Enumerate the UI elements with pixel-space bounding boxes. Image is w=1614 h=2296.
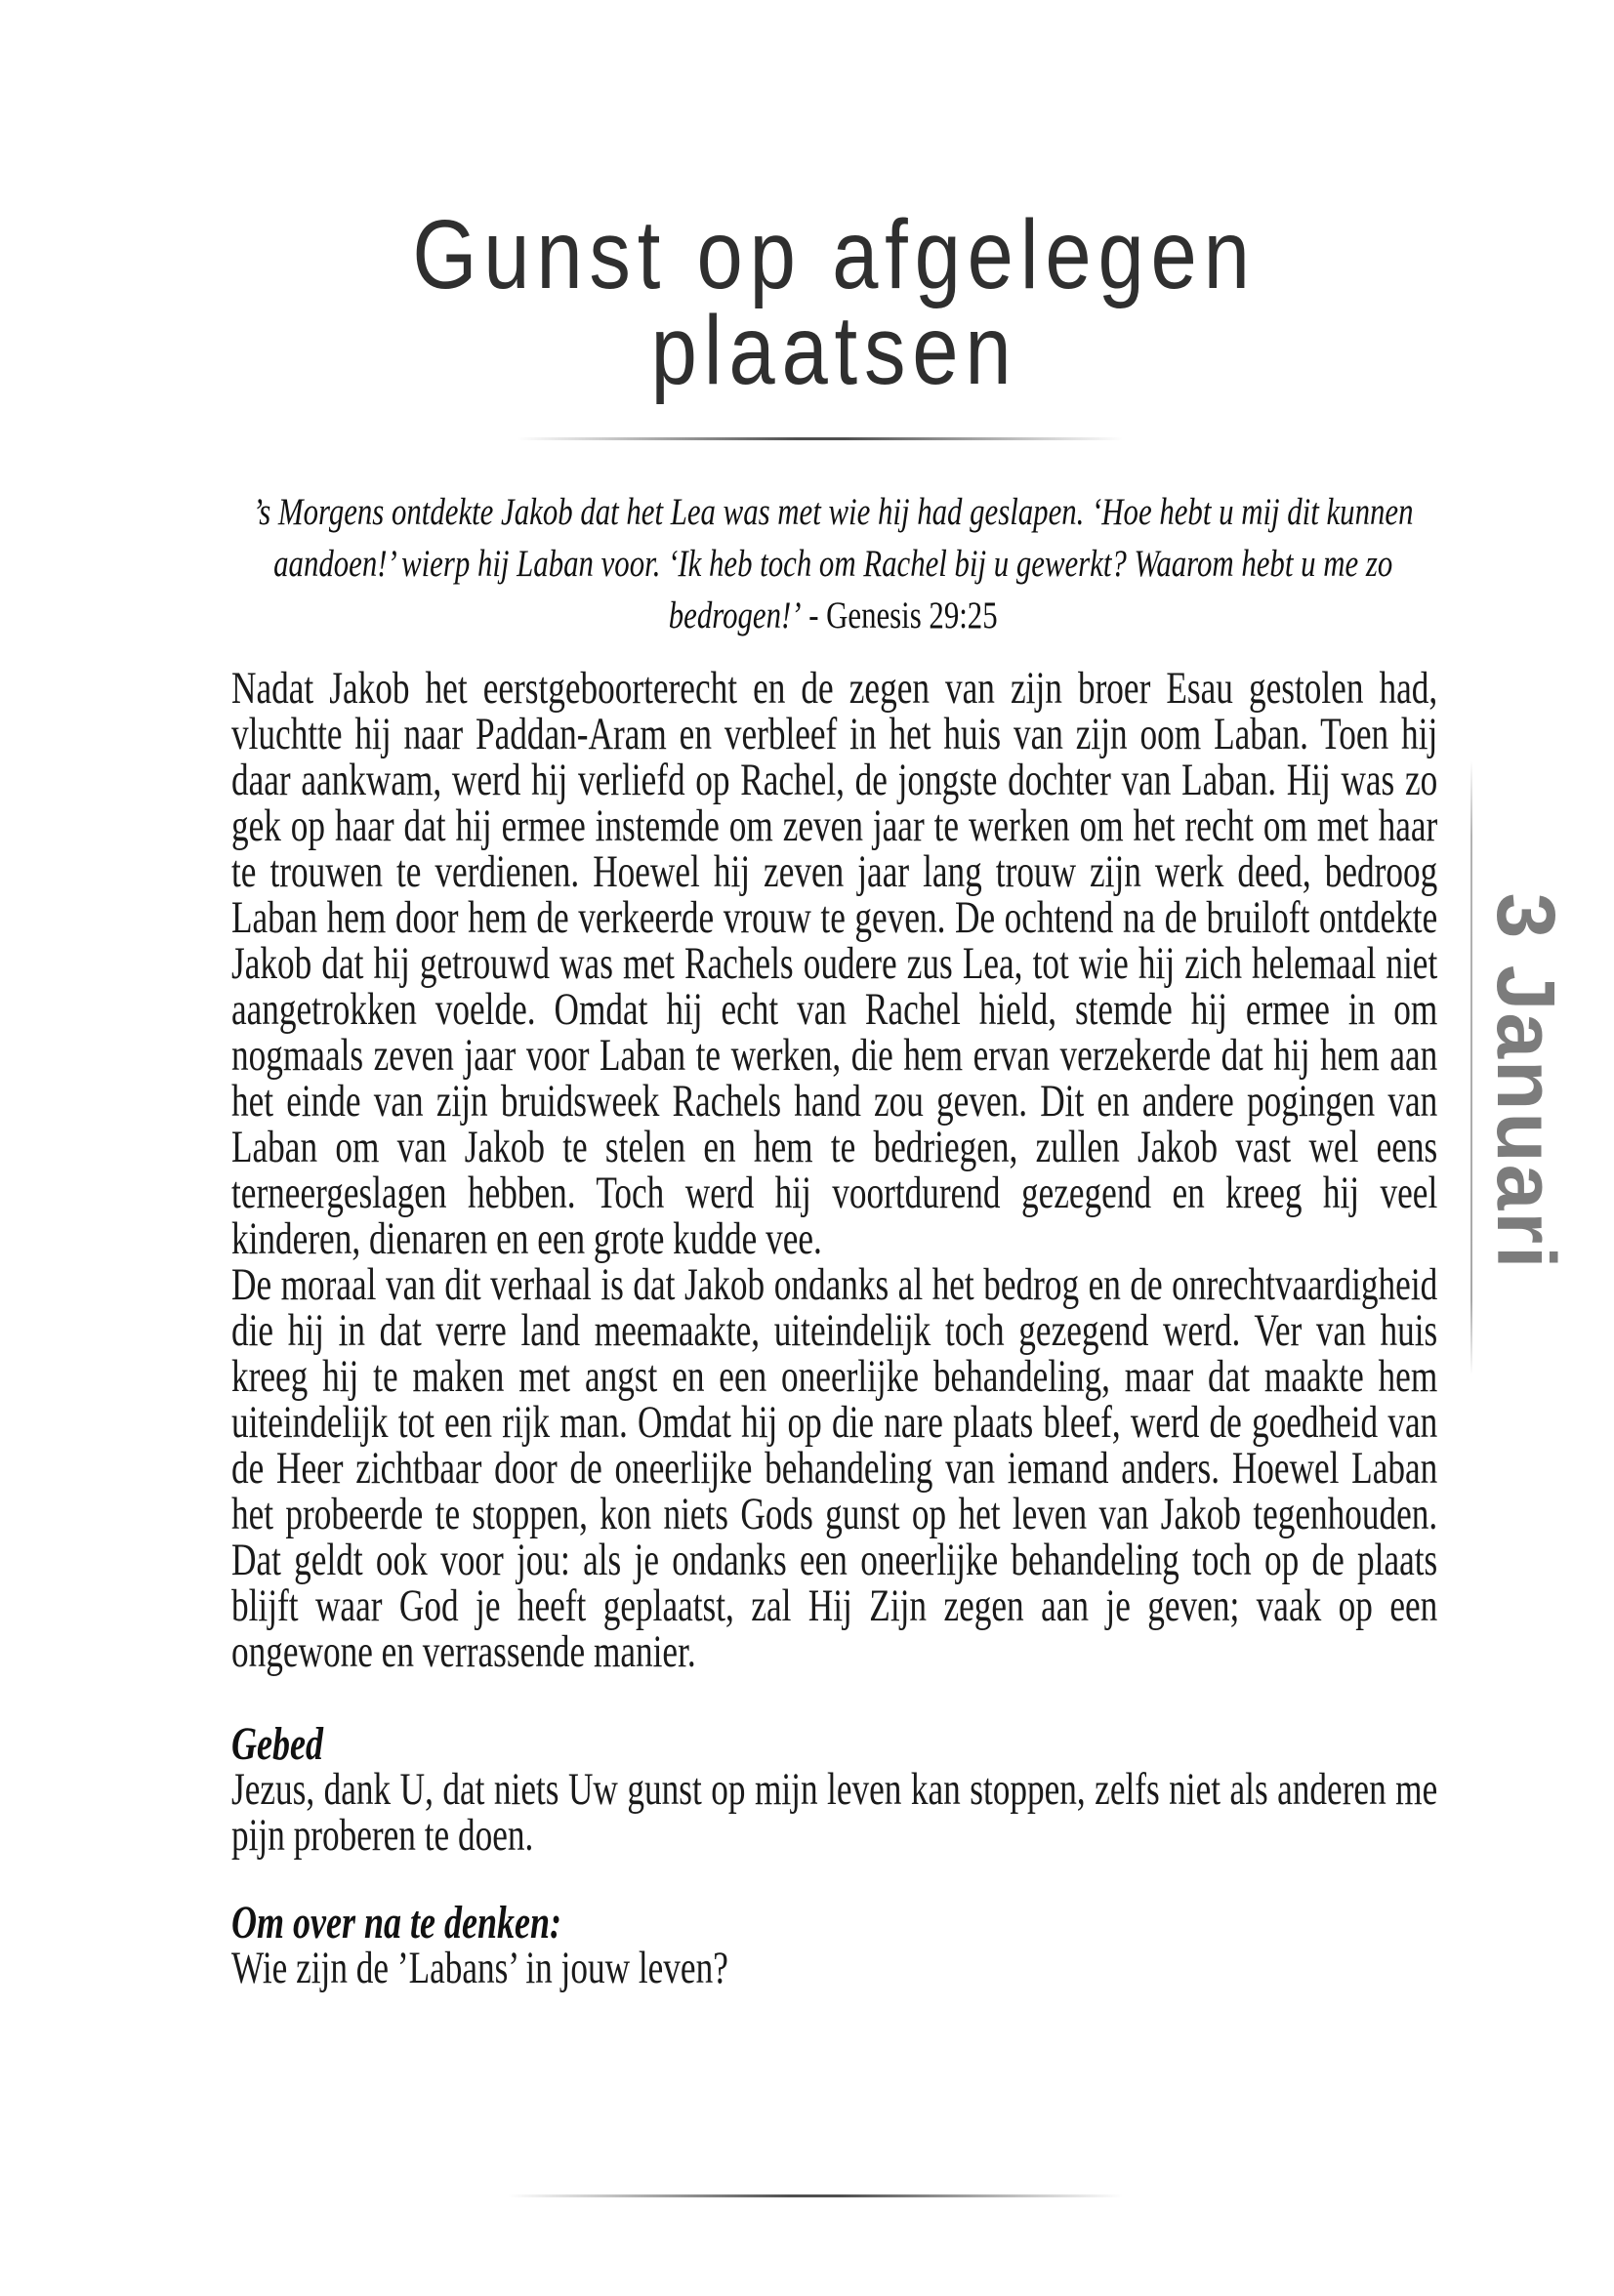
- date-sidebar-rule: [1470, 761, 1472, 1374]
- top-divider: [517, 437, 1123, 440]
- body-paragraph-2: De moraal van dit verhaal is dat Jakob ondanks al het bedrog en de onrechtvaardigheid die hij in dat verre land meemaakte, uiteindelijk toch gezegend werd. Ver van huis kreeg hij te maken met angst en een oneerlijke behandeling, maar dat maakte hem uiteindelijk tot een rijk man. Omdat hij op die nare plaats bleef, werd de goedheid van de Heer zichtbaar door de oneerlijke behandeling van iemand anders. Hoewel Laban het probeerde te stoppen, kon niets Gods gunst op het leven van Jakob tegenhouden. Dat geldt ook voor jou: als je ondanks een oneerlijke behandeling toch op de plaats blijft waar God je heeft geplaatst, zal Hij Zijn zegen aan je geven; vaak op een ongewone en verrassende manier.: [231, 1259, 1438, 1677]
- page-title-line-1: Gunst op afgelegen: [412, 200, 1257, 309]
- bottom-divider: [508, 2194, 1123, 2197]
- date-label: 3 Januari: [1480, 892, 1572, 1271]
- body-paragraph-1: Nadat Jakob het eerstgeboorterecht en de zegen van zijn broer Esau gestolen had, vluchtte hij naar Paddan-Aram en verbleef in het huis van zijn oom Laban. Toen hij daar aankwam, werd hij verliefd op Rachel, de jongste dochter van Laban. Hij was zo gek op haar dat hij ermee instemde om zeven jaar te werken om het recht om met haar te trouwen te verdienen. Hoewel hij zeven jaar lang trouw zijn werk deed, bedroog Laban hem door hem de verkeerde vrouw te geven. De ochtend na de bruiloft ontdekte Jakob dat hij getrouwd was met Rachels oudere zus Lea, tot wie hij zich helemaal niet aangetrokken voelde. Omdat hij echt van Rachel hield, stemde hij ermee in om nogmaals zeven jaar voor Laban te werken, die hem ervan verzekerde dat hij hem aan het einde van zijn bruidsweek Rachels hand zou geven. Dit en andere pogingen van Laban om van Jakob te stelen en hem te bedriegen, zullen Jakob vast wel eens terneergeslagen hebben. Toch werd hij voortdurend gezegend en kreeg hij veel kinderen, dienaren en een grote kudde vee.: [231, 663, 1438, 1264]
- devotional-body: [231, 663, 1438, 1993]
- reflection-question: Wie zijn de ’Labans’ in jouw leven?: [231, 1943, 728, 1993]
- reflection-heading: Om over na te denken:: [231, 1897, 561, 1948]
- prayer-text: Jezus, dank U, dat niets Uw gunst op mijn leven kan stoppen, zelfs niet als anderen me pijn proberen te doen.: [231, 1764, 1438, 1861]
- page-title: [231, 200, 1437, 405]
- verse-reference: - Genesis 29:25: [808, 594, 998, 636]
- verse-text: ’s Morgens ontdekte Jakob dat het Lea was met wie hij had geslapen. ‘Hoe hebt u mij dit kunnen aandoen!’ wierp hij Laban voor. ‘Ik heb toch om Rachel bij u gewerkt? Waarom hebt u me zo bedrogen!’: [252, 491, 1414, 636]
- page-title-line-2: plaatsen: [650, 296, 1018, 405]
- bible-verse: [231, 486, 1434, 641]
- prayer-heading: Gebed: [231, 1718, 323, 1770]
